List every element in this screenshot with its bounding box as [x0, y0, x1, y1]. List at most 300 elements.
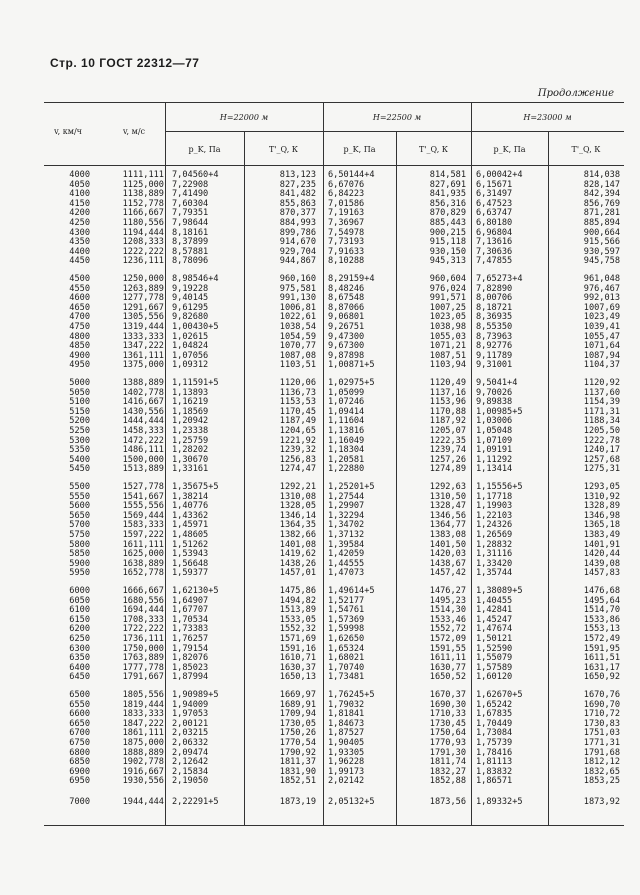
cell-temp-23000: 961,048 — [583, 274, 620, 284]
cell-speed-kmh: 5600 — [69, 501, 90, 512]
cell-temp-22000: 884,993 — [279, 218, 316, 228]
cell-speed-kmh: 4600 — [69, 293, 90, 304]
cell-pressure-22000: 1,30670 — [172, 454, 209, 465]
cell-pressure-22000: 1,87994 — [172, 672, 209, 683]
cell-speed-kmh: 4150 — [69, 198, 90, 209]
cell-speed-ms: 1513,889 — [122, 464, 164, 475]
cell-pressure-22500: 7,91633 — [328, 246, 365, 257]
cell-pressure-22500: 6,67076 — [328, 179, 365, 190]
cell-speed-ms: 1347,222 — [122, 341, 164, 352]
header-rule — [44, 165, 624, 166]
cell-pressure-23000: 7,13616 — [476, 237, 513, 248]
table-row — [44, 257, 624, 267]
cell-speed-kmh: 5750 — [69, 530, 90, 540]
cell-speed-kmh: 5850 — [69, 549, 90, 560]
cell-pressure-23000: 1,05048 — [476, 426, 513, 436]
cell-temp-22500: 1495,23 — [429, 595, 466, 606]
cell-pressure-22000: 1,16219 — [172, 397, 209, 408]
cell-pressure-22000: 1,38214 — [172, 491, 209, 502]
cell-speed-kmh: 4550 — [69, 283, 90, 294]
cell-temp-23000: 915,566 — [583, 237, 620, 248]
cell-pressure-22000: 2,06332 — [172, 738, 209, 748]
cell-pressure-22000: 1,28202 — [172, 445, 209, 456]
cell-temp-22000: 991,130 — [279, 293, 316, 304]
cell-speed-kmh: 6100 — [69, 605, 90, 616]
cell-temp-23000: 1120,92 — [583, 378, 620, 388]
cell-temp-22000: 1709,94 — [279, 709, 316, 720]
cell-temp-23000: 1137,60 — [583, 387, 620, 398]
cell-temp-22000: 1256,83 — [279, 454, 316, 465]
cell-temp-22000: 1750,26 — [279, 728, 316, 739]
table-row — [44, 361, 624, 371]
cell-speed-ms: 1722,222 — [122, 624, 164, 635]
cell-pressure-22000: 7,04560+4 — [172, 170, 219, 180]
cell-speed-kmh: 4750 — [69, 322, 90, 332]
cell-speed-ms: 1777,778 — [122, 662, 164, 673]
cell-pressure-22000: 7,79351 — [172, 208, 209, 219]
cell-speed-kmh: 4300 — [69, 227, 90, 238]
header-rule — [165, 131, 624, 132]
cell-speed-kmh: 6150 — [69, 614, 90, 625]
cell-speed-ms: 1250,000 — [122, 274, 164, 284]
cell-temp-22000: 1328,05 — [279, 501, 316, 512]
cell-pressure-22500: 1,00871+5 — [328, 360, 375, 371]
cell-temp-23000: 1346,98 — [583, 510, 620, 521]
cell-speed-kmh: 6900 — [69, 766, 90, 777]
cell-pressure-22500: 1,70740 — [328, 662, 365, 673]
cell-speed-ms: 1805,556 — [122, 690, 164, 700]
cell-pressure-23000: 1,67835 — [476, 709, 513, 720]
cell-pressure-22500: 1,05099 — [328, 387, 365, 398]
cell-temp-23000: 1553,13 — [583, 624, 620, 635]
cell-pressure-22500: 1,90405 — [328, 738, 365, 748]
cell-temp-22500: 1650,52 — [429, 672, 466, 683]
cell-speed-kmh: 5000 — [69, 378, 90, 388]
cell-temp-23000: 1087,94 — [583, 350, 620, 361]
cell-speed-ms: 1486,111 — [122, 445, 164, 456]
header-altitude-22000: H=22000 м — [219, 113, 269, 122]
cell-temp-23000: 1495,64 — [583, 595, 620, 606]
cell-pressure-22500: 1,73481 — [328, 672, 365, 683]
cell-temp-22000: 1591,16 — [279, 643, 316, 654]
cell-pressure-22000: 8,57881 — [172, 246, 209, 257]
cell-pressure-22000: 8,18161 — [172, 227, 209, 238]
cell-pressure-22000: 1,18569 — [172, 406, 209, 417]
cell-speed-ms: 1194,444 — [122, 227, 164, 238]
cell-temp-22000: 1790,92 — [279, 747, 316, 758]
cell-temp-22500: 1690,30 — [429, 699, 466, 710]
cell-temp-22500: 1670,37 — [429, 690, 466, 700]
cell-temp-22500: 1328,47 — [429, 501, 466, 512]
cell-temp-22500: 1710,33 — [429, 709, 466, 720]
cell-temp-23000: 1514,70 — [583, 605, 620, 616]
cell-speed-ms: 1180,556 — [122, 218, 164, 228]
cell-temp-22500: 1023,05 — [429, 312, 466, 323]
cell-pressure-23000: 1,40455 — [476, 595, 513, 606]
cell-speed-ms: 1138,889 — [122, 189, 164, 200]
cell-temp-23000: 856,769 — [583, 198, 620, 209]
cell-pressure-23000: 6,47523 — [476, 198, 513, 209]
cell-speed-ms: 1388,889 — [122, 378, 164, 388]
cell-temp-22500: 1153,96 — [429, 397, 466, 408]
cell-pressure-22000: 1,53943 — [172, 549, 209, 560]
cell-pressure-22000: 1,73383 — [172, 624, 209, 635]
cell-pressure-23000: 1,35744 — [476, 568, 513, 579]
cell-speed-kmh: 5550 — [69, 491, 90, 502]
cell-pressure-22500: 8,67548 — [328, 293, 365, 304]
cell-speed-ms: 1847,222 — [122, 718, 164, 729]
cell-pressure-23000: 1,73084 — [476, 728, 513, 739]
cell-temp-22000: 1630,37 — [279, 662, 316, 673]
cell-temp-22000: 870,377 — [279, 208, 316, 219]
cell-speed-kmh: 4500 — [69, 274, 90, 284]
cell-temp-22500: 976,024 — [429, 283, 466, 294]
cell-pressure-22000: 1,23338 — [172, 426, 209, 436]
cell-temp-22500: 814,581 — [429, 170, 466, 180]
cell-pressure-23000: 1,09191 — [476, 445, 513, 456]
cell-pressure-22500: 2,05132+5 — [328, 797, 375, 807]
cell-temp-23000: 1240,17 — [583, 445, 620, 456]
cell-temp-23000: 1853,25 — [583, 776, 620, 787]
cell-temp-22500: 1750,64 — [429, 728, 466, 739]
cell-temp-23000: 930,597 — [583, 246, 620, 257]
cell-speed-kmh: 5800 — [69, 539, 90, 550]
cell-pressure-22500: 1,65324 — [328, 643, 365, 654]
cell-temp-22500: 1438,67 — [429, 558, 466, 569]
cell-pressure-22500: 1,81841 — [328, 709, 365, 720]
cell-speed-ms: 1430,556 — [122, 406, 164, 417]
header-speed-kmh: v, км/ч — [54, 127, 82, 136]
cell-speed-kmh: 5400 — [69, 454, 90, 465]
cell-temp-22000: 1401,08 — [279, 539, 316, 550]
cell-pressure-22000: 1,90989+5 — [172, 690, 219, 700]
cell-pressure-23000: 9,70026 — [476, 387, 513, 398]
cell-pressure-23000: 1,78416 — [476, 747, 513, 758]
cell-pressure-22500: 8,87066 — [328, 302, 365, 313]
cell-temp-22500: 1292,63 — [429, 482, 466, 492]
cell-temp-23000: 828,147 — [583, 179, 620, 190]
cell-pressure-22000: 1,02615 — [172, 331, 209, 342]
cell-temp-22500: 1420,03 — [429, 549, 466, 560]
cell-pressure-22500: 9,06801 — [328, 312, 365, 323]
cell-speed-kmh: 6400 — [69, 662, 90, 673]
cell-temp-22000: 1533,05 — [279, 614, 316, 625]
cell-pressure-22500: 1,59998 — [328, 624, 365, 635]
cell-temp-23000: 1023,49 — [583, 312, 620, 323]
cell-speed-ms: 1305,556 — [122, 312, 164, 323]
cell-speed-kmh: 5700 — [69, 520, 90, 531]
cell-speed-kmh: 6700 — [69, 728, 90, 739]
cell-pressure-22500: 9,47300 — [328, 331, 365, 342]
cell-pressure-23000: 1,47674 — [476, 624, 513, 635]
cell-temp-22000: 1494,82 — [279, 595, 316, 606]
cell-pressure-23000: 1,83832 — [476, 766, 513, 777]
cell-speed-kmh: 4450 — [69, 256, 90, 267]
cell-pressure-22000: 2,00121 — [172, 718, 209, 729]
cell-pressure-23000: 1,07109 — [476, 435, 513, 446]
cell-pressure-23000: 9,89838 — [476, 397, 513, 408]
cell-temp-22500: 991,571 — [429, 293, 466, 304]
cell-speed-kmh: 5900 — [69, 558, 90, 569]
cell-pressure-22000: 2,22291+5 — [172, 797, 219, 807]
cell-temp-23000: 842,394 — [583, 189, 620, 200]
cell-pressure-22500: 9,67300 — [328, 341, 365, 352]
cell-speed-ms: 1333,333 — [122, 331, 164, 342]
cell-speed-kmh: 6450 — [69, 672, 90, 683]
cell-temp-23000: 1650,92 — [583, 672, 620, 683]
cell-speed-kmh: 4350 — [69, 237, 90, 248]
cell-temp-22000: 1475,86 — [279, 586, 316, 596]
cell-temp-22500: 930,150 — [429, 246, 466, 257]
cell-temp-22500: 1257,26 — [429, 454, 466, 465]
cell-temp-22000: 1811,37 — [279, 757, 316, 768]
cell-temp-23000: 900,664 — [583, 227, 620, 238]
table-row — [44, 798, 624, 808]
cell-temp-22000: 944,867 — [279, 256, 316, 267]
cell-speed-ms: 1569,444 — [122, 510, 164, 521]
cell-speed-ms: 1541,667 — [122, 491, 164, 502]
cell-temp-22000: 1438,26 — [279, 558, 316, 569]
cell-pressure-22500: 1,96228 — [328, 757, 365, 768]
continuation-label: Продолжение — [537, 88, 614, 99]
cell-temp-22500: 1187,92 — [429, 416, 466, 427]
cell-pressure-23000: 1,60120 — [476, 672, 513, 683]
cell-speed-ms: 1444,444 — [122, 416, 164, 427]
cell-speed-ms: 1527,778 — [122, 482, 164, 492]
cell-temp-22500: 827,691 — [429, 179, 466, 190]
cell-pressure-23000: 1,70449 — [476, 718, 513, 729]
cell-temp-23000: 976,467 — [583, 283, 620, 294]
cell-temp-23000: 1071,64 — [583, 341, 620, 352]
cell-temp-23000: 1383,49 — [583, 530, 620, 540]
cell-pressure-22000: 1,45971 — [172, 520, 209, 531]
cell-temp-22500: 870,829 — [429, 208, 466, 219]
cell-pressure-22000: 1,85023 — [172, 662, 209, 673]
cell-pressure-22000: 7,98644 — [172, 218, 209, 228]
cell-pressure-23000: 9,31001 — [476, 360, 513, 371]
cell-pressure-22500: 7,19163 — [328, 208, 365, 219]
cell-temp-22000: 1103,51 — [279, 360, 316, 371]
cell-pressure-23000: 9,5041+4 — [476, 378, 518, 388]
cell-temp-23000: 1171,31 — [583, 406, 620, 417]
cell-pressure-22500: 1,47073 — [328, 568, 365, 579]
header-pressure: p_K, Па — [188, 145, 221, 154]
cell-speed-ms: 1944,444 — [122, 797, 164, 807]
cell-temp-22500: 1038,98 — [429, 322, 466, 332]
cell-pressure-22500: 1,99173 — [328, 766, 365, 777]
cell-pressure-22500: 8,29159+4 — [328, 274, 375, 284]
cell-pressure-23000: 6,15671 — [476, 179, 513, 190]
cell-pressure-22500: 7,54978 — [328, 227, 365, 238]
cell-temp-22000: 827,235 — [279, 179, 316, 190]
cell-speed-kmh: 5100 — [69, 397, 90, 408]
cell-pressure-23000: 8,00706 — [476, 293, 513, 304]
cell-pressure-23000: 1,26569 — [476, 530, 513, 540]
cell-pressure-22000: 1,04824 — [172, 341, 209, 352]
data-table — [44, 102, 624, 826]
cell-temp-22000: 1419,62 — [279, 549, 316, 560]
cell-speed-ms: 1875,000 — [122, 738, 164, 748]
cell-temp-23000: 1205,50 — [583, 426, 620, 436]
cell-temp-22000: 813,123 — [279, 170, 316, 180]
cell-speed-ms: 1125,000 — [122, 179, 164, 190]
cell-temp-22000: 1153,53 — [279, 397, 316, 408]
cell-temp-22500: 1533,46 — [429, 614, 466, 625]
cell-temp-22500: 885,443 — [429, 218, 466, 228]
cell-temp-23000: 1791,68 — [583, 747, 620, 758]
cell-pressure-22500: 1,22880 — [328, 464, 365, 475]
cell-pressure-23000: 7,82890 — [476, 283, 513, 294]
cell-speed-ms: 1930,556 — [122, 776, 164, 787]
cell-temp-22500: 1401,50 — [429, 539, 466, 550]
cell-speed-ms: 1277,778 — [122, 293, 164, 304]
cell-pressure-22500: 1,16049 — [328, 435, 365, 446]
cell-temp-23000: 1670,76 — [583, 690, 620, 700]
cell-speed-kmh: 5950 — [69, 568, 90, 579]
cell-pressure-22000: 1,51262 — [172, 539, 209, 550]
cell-pressure-22000: 8,37899 — [172, 237, 209, 248]
cell-speed-kmh: 4400 — [69, 246, 90, 257]
cell-pressure-22000: 9,40145 — [172, 293, 209, 304]
header-speed-ms: v, м/с — [122, 127, 146, 136]
cell-temp-23000: 1631,17 — [583, 662, 620, 673]
cell-temp-22500: 1476,27 — [429, 586, 466, 596]
cell-temp-23000: 1328,89 — [583, 501, 620, 512]
cell-pressure-22000: 1,20942 — [172, 416, 209, 427]
cell-speed-kmh: 6250 — [69, 634, 90, 644]
cell-pressure-23000: 8,36935 — [476, 312, 513, 323]
cell-pressure-22000: 2,09474 — [172, 747, 209, 758]
cell-temp-23000: 1812,12 — [583, 757, 620, 768]
cell-temp-22000: 975,581 — [279, 283, 316, 294]
cell-speed-kmh: 6600 — [69, 709, 90, 720]
cell-pressure-23000: 7,47855 — [476, 256, 513, 267]
cell-speed-kmh: 6800 — [69, 747, 90, 758]
cell-temp-23000: 1439,08 — [583, 558, 620, 569]
cell-pressure-22500: 2,02142 — [328, 776, 365, 787]
cell-pressure-23000: 1,45247 — [476, 614, 513, 625]
cell-speed-kmh: 4800 — [69, 331, 90, 342]
cell-speed-ms: 1222,222 — [122, 246, 164, 257]
cell-temp-22000: 1087,08 — [279, 350, 316, 361]
cell-temp-23000: 1039,41 — [583, 322, 620, 332]
cell-speed-ms: 1152,778 — [122, 198, 164, 209]
cell-pressure-22500: 1,29907 — [328, 501, 365, 512]
cell-pressure-23000: 1,19903 — [476, 501, 513, 512]
cell-pressure-22000: 1,09312 — [172, 360, 209, 371]
cell-speed-kmh: 4950 — [69, 360, 90, 371]
cell-temp-22500: 1205,07 — [429, 426, 466, 436]
cell-temp-22000: 1552,32 — [279, 624, 316, 635]
cell-pressure-23000: 1,42841 — [476, 605, 513, 616]
cell-speed-ms: 1263,889 — [122, 283, 164, 294]
cell-pressure-22500: 1,52177 — [328, 595, 365, 606]
cell-temp-22500: 945,313 — [429, 256, 466, 267]
cell-temp-23000: 1730,83 — [583, 718, 620, 729]
cell-pressure-22500: 8,48246 — [328, 283, 365, 294]
cell-temp-22000: 1571,69 — [279, 634, 316, 644]
cell-speed-kmh: 5450 — [69, 464, 90, 475]
cell-pressure-23000: 1,15556+5 — [476, 482, 523, 492]
cell-pressure-22500: 1,62650 — [328, 634, 365, 644]
cell-temp-22000: 1831,90 — [279, 766, 316, 777]
cell-temp-22000: 1346,14 — [279, 510, 316, 521]
cell-speed-ms: 1416,667 — [122, 397, 164, 408]
cell-temp-22000: 855,863 — [279, 198, 316, 209]
cell-temp-22000: 1310,08 — [279, 491, 316, 502]
cell-pressure-23000: 8,55350 — [476, 322, 513, 332]
cell-pressure-22000: 9,82680 — [172, 312, 209, 323]
cell-speed-ms: 1791,667 — [122, 672, 164, 683]
cell-pressure-22000: 1,94009 — [172, 699, 209, 710]
cell-speed-kmh: 6750 — [69, 738, 90, 748]
cell-temp-22500: 1103,94 — [429, 360, 466, 371]
cell-speed-ms: 1694,444 — [122, 605, 164, 616]
cell-temp-22500: 1611,11 — [429, 653, 466, 664]
cell-temp-22000: 1852,51 — [279, 776, 316, 787]
cell-temp-23000: 1365,18 — [583, 520, 620, 531]
cell-speed-kmh: 5300 — [69, 435, 90, 446]
cell-temp-22500: 1770,93 — [429, 738, 466, 748]
cell-pressure-22500: 1,37132 — [328, 530, 365, 540]
cell-pressure-22000: 2,19050 — [172, 776, 209, 787]
cell-speed-kmh: 6850 — [69, 757, 90, 768]
cell-pressure-22500: 9,87898 — [328, 350, 365, 361]
cell-pressure-23000: 1,31116 — [476, 549, 513, 560]
cell-temp-22500: 1087,51 — [429, 350, 466, 361]
cell-temp-23000: 1293,05 — [583, 482, 620, 492]
cell-pressure-23000: 6,96804 — [476, 227, 513, 238]
cell-speed-ms: 1361,111 — [122, 350, 164, 361]
cell-speed-ms: 1680,556 — [122, 595, 164, 606]
cell-speed-ms: 1625,000 — [122, 549, 164, 560]
cell-speed-kmh: 6300 — [69, 643, 90, 654]
cell-speed-ms: 1888,889 — [122, 747, 164, 758]
cell-pressure-22500: 1,32294 — [328, 510, 365, 521]
cell-speed-kmh: 6550 — [69, 699, 90, 710]
cell-speed-ms: 1611,111 — [122, 539, 164, 550]
cell-speed-kmh: 4100 — [69, 189, 90, 200]
cell-temp-23000: 1457,83 — [583, 568, 620, 579]
cell-pressure-23000: 1,86571 — [476, 776, 513, 787]
cell-pressure-23000: 1,33420 — [476, 558, 513, 569]
cell-speed-kmh: 6950 — [69, 776, 90, 787]
cell-speed-ms: 1763,889 — [122, 653, 164, 664]
cell-temp-23000: 1188,34 — [583, 416, 620, 427]
cell-speed-kmh: 6500 — [69, 690, 90, 700]
cell-pressure-22500: 9,26751 — [328, 322, 365, 332]
cell-temp-22500: 915,118 — [429, 237, 466, 248]
cell-temp-22500: 1852,88 — [429, 776, 466, 787]
cell-speed-ms: 1402,778 — [122, 387, 164, 398]
cell-temp-22000: 1873,19 — [279, 797, 316, 807]
cell-temp-22500: 856,316 — [429, 198, 466, 209]
cell-speed-kmh: 4000 — [69, 170, 90, 180]
cell-speed-kmh: 5350 — [69, 445, 90, 456]
cell-temp-22500: 1137,16 — [429, 387, 466, 398]
cell-pressure-22500: 1,42059 — [328, 549, 365, 560]
cell-pressure-22500: 1,87527 — [328, 728, 365, 739]
cell-temp-22500: 841,935 — [429, 189, 466, 200]
cell-pressure-22000: 9,19228 — [172, 283, 209, 294]
cell-speed-ms: 1291,667 — [122, 302, 164, 313]
cell-speed-kmh: 7000 — [69, 797, 90, 807]
cell-pressure-22500: 1,93305 — [328, 747, 365, 758]
cell-pressure-22500: 1,11604 — [328, 416, 365, 427]
cell-pressure-23000: 1,81113 — [476, 757, 513, 768]
cell-temp-23000: 871,281 — [583, 208, 620, 219]
cell-pressure-22500: 1,76245+5 — [328, 690, 375, 700]
